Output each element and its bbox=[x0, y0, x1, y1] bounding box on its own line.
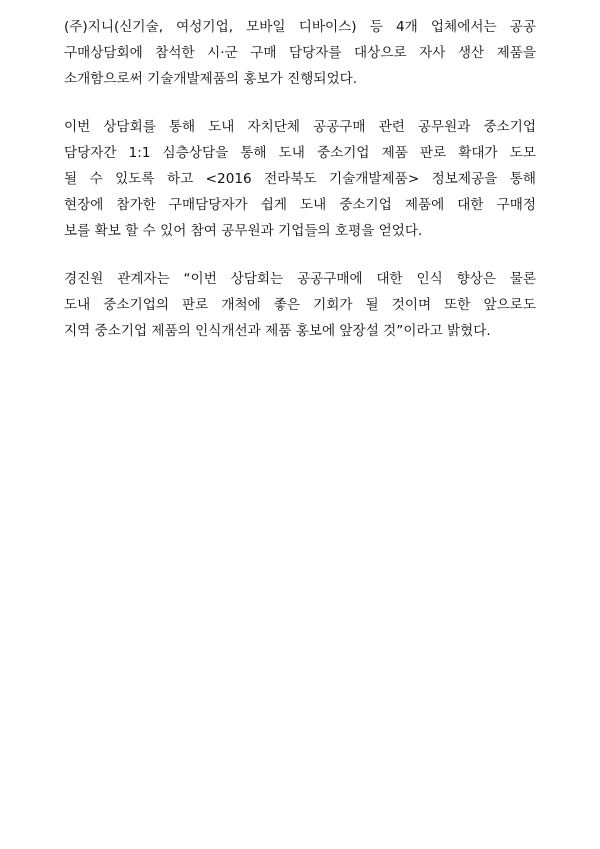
text-line: 경진원 관계자는 “이번 상담회는 공공구매에 대한 인식 향상은 물론 bbox=[64, 271, 536, 287]
paragraph-3 bbox=[64, 266, 536, 344]
text-line: 소개함으로써 기술개발제품의 홍보가 진행되었다. bbox=[64, 71, 358, 87]
text-line: 도내 중소기업의 판로 개척에 좋은 기회가 될 것이며 또한 앞으로도 bbox=[64, 297, 536, 313]
text-line: 이번 상담회를 통해 도내 자치단체 공공구매 관련 공무원과 중소기업 bbox=[64, 119, 536, 135]
paragraph-2 bbox=[64, 114, 536, 244]
text-line: 담당자간 1:1 심층상담을 통해 도내 중소기업 제품 판로 확대가 도모 bbox=[64, 145, 536, 161]
text-line: 보를 확보 할 수 있어 참여 공무원과 기업들의 호평을 얻었다. bbox=[64, 223, 423, 239]
text-line: 현장에 참가한 구매담당자가 쉽게 도내 중소기업 제품에 대한 구매정 bbox=[64, 197, 536, 213]
paragraph-1 bbox=[64, 14, 536, 92]
article-body bbox=[64, 14, 536, 366]
text-line: (주)지니(신기술, 여성기업, 모바일 디바이스) 등 4개 업체에서는 공공 bbox=[64, 19, 536, 35]
text-line: 될 수 있도록 하고 <2016 전라북도 기술개발제품> 정보제공을 통해 bbox=[64, 171, 536, 187]
text-line: 지역 중소기업 제품의 인식개선과 제품 홍보에 앞장설 것”이라고 밝혔다. bbox=[64, 323, 491, 339]
text-line: 구매상담회에 참석한 시·군 구매 담당자를 대상으로 자사 생산 제품을 bbox=[64, 45, 536, 61]
